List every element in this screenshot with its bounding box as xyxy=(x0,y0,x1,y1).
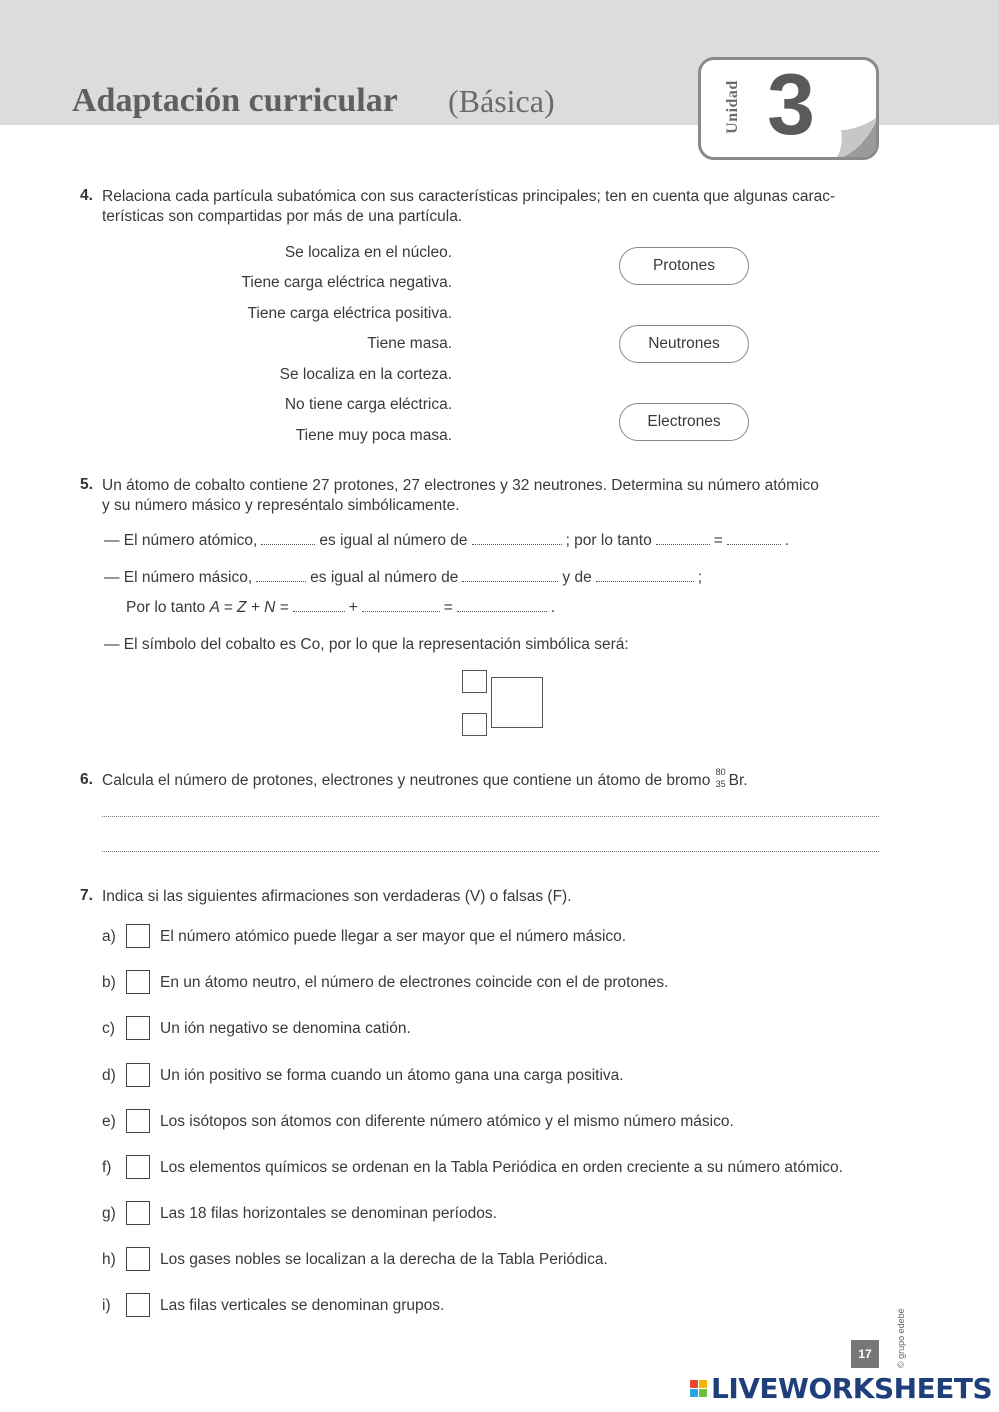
tf-item-text: En un átomo neutro, el número de electrones coincide con el de protones. xyxy=(160,974,669,991)
question-5-number: 5. xyxy=(80,476,93,493)
tf-item-text: El número atómico puede llegar a ser mayor que el número másico. xyxy=(160,928,627,945)
copyright-text: © grupo edebé xyxy=(896,1308,906,1368)
question-7-text: Indica si las siguientes afirmaciones son verdaderas (V) o falsas (F). xyxy=(102,888,572,905)
characteristic-item[interactable]: Se localiza en la corteza. xyxy=(279,366,452,383)
question-4-number: 4. xyxy=(80,187,93,204)
characteristic-item[interactable]: No tiene carga eléctrica. xyxy=(284,396,452,413)
tf-answer-box[interactable] xyxy=(126,1247,150,1271)
answer-line[interactable] xyxy=(102,816,879,817)
unit-number: 3 xyxy=(767,57,815,153)
tf-item-label: d) xyxy=(102,1067,116,1084)
mass-number-input[interactable] xyxy=(462,670,487,693)
blank-field[interactable] xyxy=(362,602,440,612)
tf-item-label: f) xyxy=(102,1159,112,1176)
question-7-number: 7. xyxy=(80,887,93,904)
tf-item-label: g) xyxy=(102,1205,116,1222)
particle-neutrones[interactable]: Neutrones xyxy=(619,325,749,363)
tf-answer-box[interactable] xyxy=(126,970,150,994)
particle-electrones[interactable]: Electrones xyxy=(619,403,749,441)
blank-field[interactable] xyxy=(256,572,306,582)
tf-item-label: b) xyxy=(102,974,116,991)
blank-field[interactable] xyxy=(457,602,547,612)
particle-protones[interactable]: Protones xyxy=(619,247,749,285)
question-5-text-line2: y su número másico y represéntalo simbólicamente. xyxy=(102,497,460,514)
tf-item-text: Un ión positivo se forma cuando un átomo gana una carga positiva. xyxy=(160,1067,624,1084)
liveworksheets-logo[interactable] xyxy=(690,1371,993,1405)
tf-item-label: h) xyxy=(102,1251,116,1268)
q5-line-symbol: — El símbolo del cobalto es Co, por lo que la representación simbólica será: xyxy=(104,636,629,653)
tf-item-label: i) xyxy=(102,1297,111,1314)
page-number: 17 xyxy=(851,1340,879,1368)
page-title: Adaptación curricular xyxy=(72,82,398,119)
tf-item-text: Un ión negativo se denomina catión. xyxy=(160,1020,411,1037)
characteristic-item[interactable]: Tiene carga eléctrica positiva. xyxy=(247,305,452,322)
page-curl-icon xyxy=(835,116,879,160)
tf-item-text: Las 18 filas horizontales se denominan períodos. xyxy=(160,1205,497,1222)
tf-item-label: a) xyxy=(102,928,116,945)
tf-answer-box[interactable] xyxy=(126,1016,150,1040)
question-4-text xyxy=(102,187,882,227)
tf-answer-box[interactable] xyxy=(126,1109,150,1133)
tf-answer-box[interactable] xyxy=(126,1063,150,1087)
question-5-text-line1: Un átomo de cobalto contiene 27 protones, 27 electrones y 32 neutrones. Determina su número atómico xyxy=(102,477,819,494)
tf-item-text: Las filas verticales se denominan grupos. xyxy=(160,1297,445,1314)
answer-line[interactable] xyxy=(102,851,879,852)
blank-field[interactable] xyxy=(656,535,710,545)
liveworksheets-wordmark: LIVEWORKSHEETS xyxy=(711,1371,993,1405)
q5-line-mass-number: — El número másico, es igual al número de y de ; xyxy=(104,569,703,586)
tf-item-text: Los elementos químicos se ordenan en la Tabla Periódica en orden creciente a su número atómico. xyxy=(160,1159,843,1176)
tf-answer-box[interactable] xyxy=(126,1201,150,1225)
page-subtitle: (Básica) xyxy=(448,83,555,119)
tf-item-label: c) xyxy=(102,1020,115,1037)
tf-answer-box[interactable] xyxy=(126,1155,150,1179)
characteristic-item[interactable]: Se localiza en el núcleo. xyxy=(284,244,452,261)
characteristic-item[interactable]: Tiene carga eléctrica negativa. xyxy=(241,274,452,291)
blank-field[interactable] xyxy=(293,602,345,612)
question-4-text-line1: Relaciona cada partícula subatómica con sus características principales; ten en cuenta que algunas carac- xyxy=(102,188,836,205)
question-6-number: 6. xyxy=(80,771,93,788)
tf-item-label: e) xyxy=(102,1113,116,1130)
question-5-text xyxy=(102,476,882,516)
blank-field[interactable] xyxy=(472,535,562,545)
question-6-text: Calcula el número de protones, electrones y neutrones que contiene un átomo de bromo 80 35 Br. xyxy=(102,767,748,789)
tf-answer-box[interactable] xyxy=(126,924,150,948)
characteristic-item[interactable]: Tiene muy poca masa. xyxy=(295,427,452,444)
tf-item-text: Los isótopos son átomos con diferente número atómico y el mismo número másico. xyxy=(160,1113,734,1130)
blank-field[interactable] xyxy=(596,572,694,582)
liveworksheets-mark-icon xyxy=(690,1380,707,1397)
blank-field[interactable] xyxy=(727,535,781,545)
element-symbol-input[interactable] xyxy=(491,677,543,728)
tf-answer-box[interactable] xyxy=(126,1293,150,1317)
q5-line-formula: Por lo tanto A = Z + N = + = . xyxy=(126,599,556,616)
blank-field[interactable] xyxy=(261,535,315,545)
unit-label: Unidad xyxy=(724,80,741,134)
unit-badge xyxy=(698,57,879,160)
q5-line-atomic-number: — El número atómico, es igual al número de ; por lo tanto = . xyxy=(104,532,790,549)
blank-field[interactable] xyxy=(462,572,558,582)
question-4-text-line2: terísticas son compartidas por más de una partícula. xyxy=(102,208,463,225)
characteristic-item[interactable]: Tiene masa. xyxy=(367,335,452,352)
bromine-isotope-notation: 80 35 xyxy=(715,767,726,789)
atomic-number-input[interactable] xyxy=(462,713,487,736)
tf-item-text: Los gases nobles se localizan a la derecha de la Tabla Periódica. xyxy=(160,1251,608,1268)
